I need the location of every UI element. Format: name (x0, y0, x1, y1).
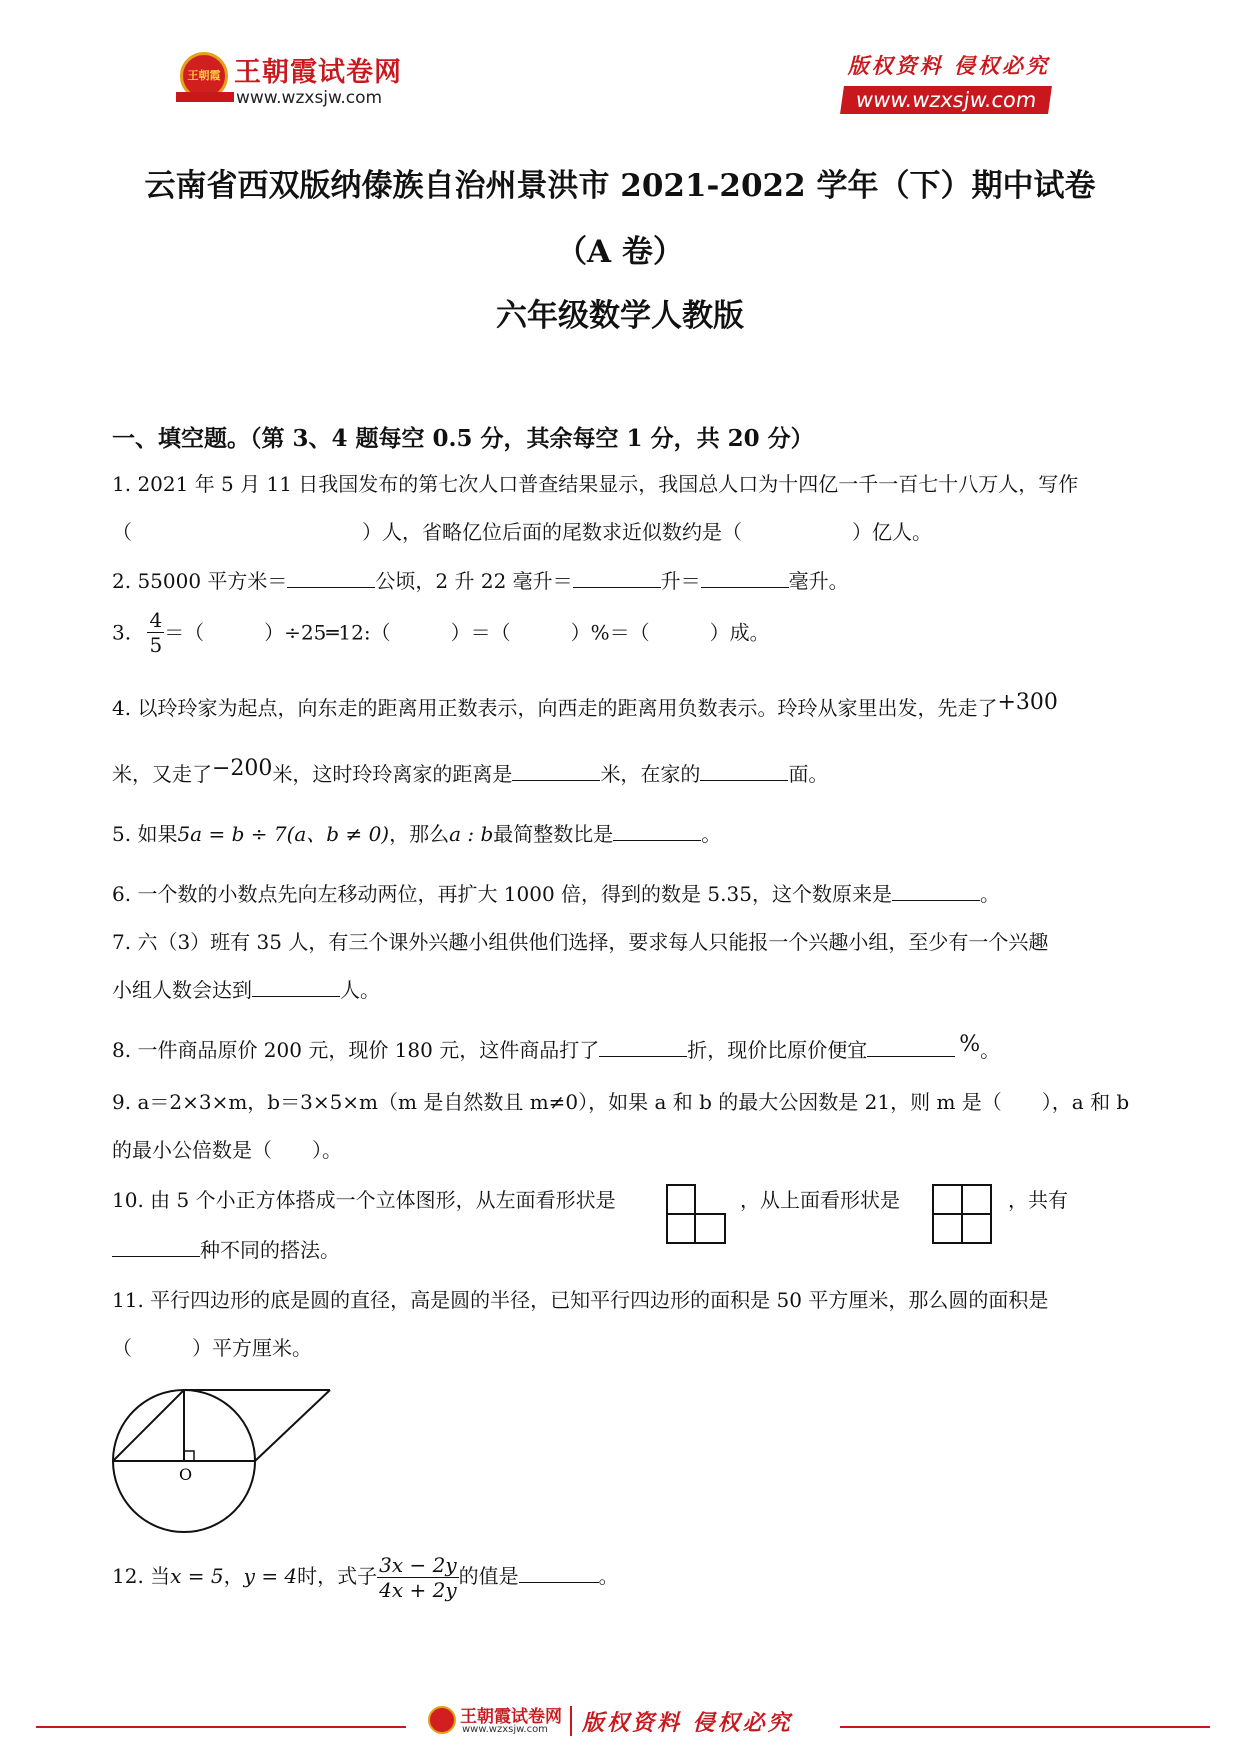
q12-text-a: 12. 当 (112, 1564, 171, 1588)
q12-text-b: 时，式子 (297, 1564, 378, 1588)
footer-divider-left (36, 1726, 406, 1728)
question-9-line-2: 的最小公倍数是（ ）。 (112, 1138, 342, 1162)
circle-parallelogram-figure (100, 1380, 340, 1540)
question-4-line-2 (112, 756, 1132, 789)
fraction-numerator: 4 (149, 608, 163, 632)
q6-text-end: 。 (979, 882, 1000, 906)
q12-text-c: 的值是 (458, 1564, 519, 1588)
question-7-line-2 (112, 976, 1132, 1004)
answer-blank[interactable] (700, 760, 788, 781)
question-9-line-1: 9. a＝2×3×m，b＝3×5×m（m 是自然数且 m≠0），如果 a 和 b 的最大公因数是 21，则 m 是（ ），a 和 b (112, 1090, 1130, 1114)
question-5 (112, 820, 1132, 848)
q10-text-d: 种不同的搭法。 (200, 1238, 340, 1262)
q5-ratio: a : b (449, 822, 494, 846)
answer-blank[interactable] (613, 820, 701, 841)
grid-cell (666, 1184, 696, 1215)
q4-text-d: 面。 (788, 762, 829, 786)
grid-cell (932, 1184, 963, 1215)
footer-divider-right (840, 1726, 1210, 1728)
question-3 (112, 608, 1132, 657)
q2-text-c: 升＝ (660, 569, 701, 593)
q12-fraction (377, 1553, 459, 1602)
q5-text-c: 最简整数比是 (493, 822, 614, 846)
q2-text-a: 2. 55000 平方米＝ (112, 569, 288, 593)
q2-text-b: 公顷，2 升 22 毫升＝ (375, 569, 573, 593)
footer-separator (570, 1706, 572, 1736)
question-2 (112, 567, 1132, 595)
question-10-line-2 (112, 1236, 1132, 1264)
q1-text-end: ）亿人。 (852, 520, 932, 544)
q4-minus-value: −200 (212, 756, 273, 781)
question-12 (112, 1548, 1132, 1604)
footer-logo-icon (428, 1706, 456, 1734)
answer-blank[interactable] (112, 1236, 200, 1257)
q10-text-c-wrap (1008, 1186, 1108, 1214)
copyright-url[interactable]: www.wzxsjw.com (840, 86, 1052, 114)
q2-text-d: 毫升。 (788, 569, 849, 593)
question-7-line-1: 7. 六（3）班有 35 人，有三个课外兴趣小组供他们选择，要求每人只能报一个兴趣小组，至少有一个兴趣 (112, 930, 1049, 954)
answer-blank[interactable] (892, 880, 980, 901)
q7-text-a: 小组人数会达到 (112, 978, 252, 1002)
exam-subtitle: 六年级数学人教版 (496, 298, 744, 334)
q10-text-b: ，从上面看形状是 (740, 1188, 900, 1212)
question-8 (112, 1032, 1132, 1065)
q8-text-a: 8. 一件商品原价 200 元，现价 180 元，这件商品打了 (112, 1038, 600, 1062)
answer-blank[interactable] (867, 1036, 955, 1057)
question-6 (112, 880, 1132, 908)
q5-text-a: 5. 如果 (112, 822, 178, 846)
logo-ribbon (176, 92, 234, 102)
answer-blank[interactable] (287, 567, 375, 588)
fraction-numerator: 3x − 2y (379, 1553, 457, 1577)
footer-brand (420, 1702, 840, 1742)
q3-number: 3. (112, 620, 132, 645)
q5-text-b: ，那么 (389, 822, 450, 846)
q4-text-a: 米，又走了 (112, 762, 212, 786)
footer-slogan: 版权资料 侵权必究 (582, 1710, 793, 1736)
q8-percent: % (959, 1032, 981, 1057)
question-1-line-2 (112, 518, 1132, 546)
exam-title: 云南省西双版纳傣族自治州景洪市 2021-2022 学年（下）期中试卷 (144, 168, 1096, 204)
footer-url[interactable]: www.wzxsjw.com (462, 1724, 548, 1735)
site-logo[interactable] (180, 46, 410, 116)
answer-blank[interactable] (701, 567, 789, 588)
answer-blank[interactable] (519, 1562, 599, 1583)
q6-text: 6. 一个数的小数点先向左移动两位，再扩大 1000 倍，得到的数是 5.35，这个数原来是 (112, 882, 892, 906)
parallelogram-side-right (255, 1390, 330, 1461)
copyright-header (842, 50, 1050, 114)
q10-text-b-wrap (740, 1186, 940, 1214)
answer-blank[interactable] (512, 760, 600, 781)
question-11-line-2: （ ）平方厘米。 (112, 1336, 312, 1360)
q4-text: 4. 以玲玲家为起点，向东走的距离用正数表示，向西走的距离用负数表示。玲玲从家里出发，先走了 (112, 696, 998, 720)
q8-text-end: 。 (980, 1038, 1001, 1062)
question-11-line-1: 11. 平行四边形的底是圆的直径，高是圆的半径，已知平行四边形的面积是 50 平方厘米，那么圆的面积是 (112, 1288, 1049, 1312)
answer-blank[interactable] (252, 976, 340, 997)
logo-url[interactable]: www.wzxsjw.com (236, 88, 383, 108)
center-label: O (179, 1465, 193, 1484)
fraction-denominator: 4x + 2y (379, 1578, 457, 1602)
logo-title: 王朝霞试卷网 (234, 57, 402, 88)
q10-text-a: 10. 由 5 个小正方体搭成一个立体图形，从左面看形状是 (112, 1188, 616, 1212)
fraction (147, 608, 164, 657)
q4-text-b: 米，这时玲玲离家的距离是 (272, 762, 513, 786)
q12-text-d: 。 (598, 1564, 619, 1588)
copyright-slogan: 版权资料 侵权必究 (847, 53, 1050, 78)
q5-text-d: 。 (701, 822, 722, 846)
fraction-denominator: 5 (149, 633, 163, 657)
q12-x-value: x = 5 (170, 1564, 224, 1588)
q8-text-b: 折，现价比原价便宜 (687, 1038, 868, 1062)
q1-text: ）人，省略亿位后面的尾数求近似数约是（ (362, 520, 742, 544)
q12-sep: ， (223, 1564, 244, 1588)
question-1-line-1: 1. 2021 年 5 月 11 日我国发布的第七次人口普查结果显示，我国总人口为十四亿一千一百七十八万人，写作 (112, 472, 1079, 496)
q4-plus-value: +300 (997, 690, 1058, 715)
question-4-line-1 (112, 690, 1132, 723)
logo-badge-icon: 王朝霞 (180, 52, 228, 100)
q7-text-b: 人。 (340, 978, 380, 1002)
q12-y-value: y = 4 (243, 1564, 298, 1588)
grid-cell (961, 1184, 992, 1215)
exam-paper-version: （A 卷） (556, 234, 684, 270)
section-heading: 一、填空题。（第 3、4 题每空 0.5 分，其余每空 1 分，共 20 分） (112, 425, 814, 452)
footer-title: 王朝霞试卷网 (460, 1707, 562, 1727)
q10-text-c: ，共有 (1008, 1188, 1068, 1212)
answer-blank[interactable] (599, 1036, 687, 1057)
paren-open: （ (112, 520, 132, 544)
right-angle-mark (184, 1451, 194, 1461)
q5-expression: 5a = b ÷ 7(a、b ≠ 0) (177, 822, 390, 846)
answer-blank[interactable] (573, 567, 661, 588)
q3-text: ＝（ ）÷25═12:（ ）＝（ ）%＝（ ）成。 (164, 620, 770, 645)
q4-text-c: 米，在家的 (600, 762, 701, 786)
